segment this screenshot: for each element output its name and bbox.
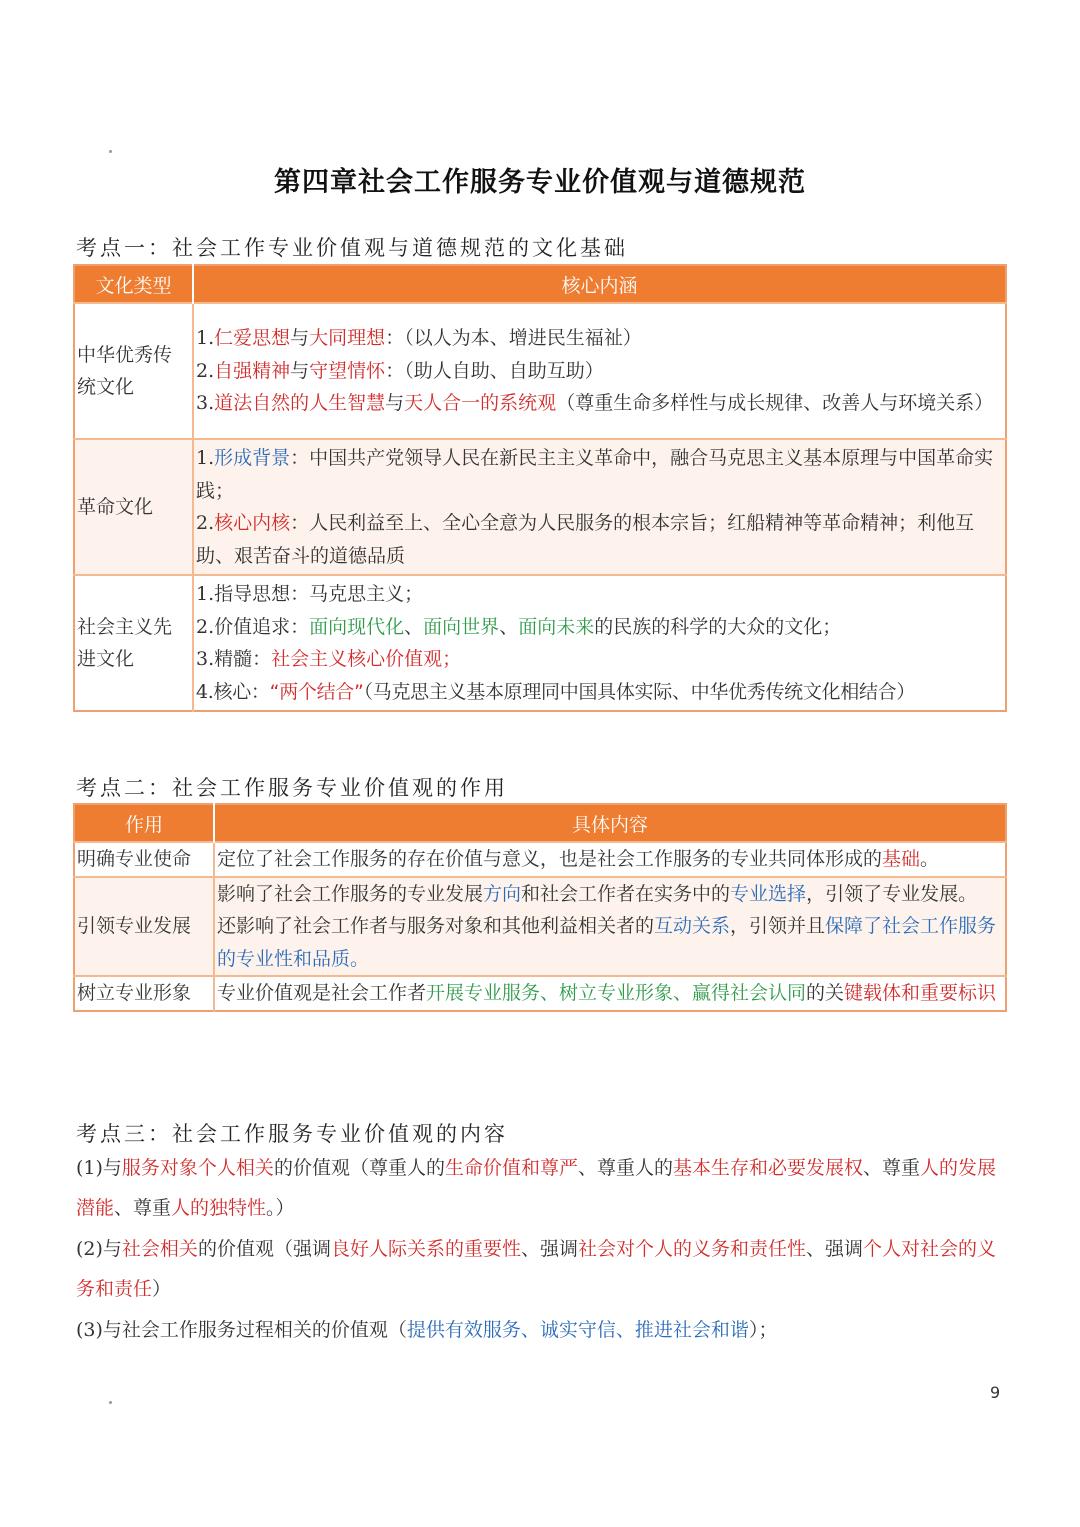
value-item-3: (3)与社会工作服务过程相关的价值观（提供有效服务、诚实守信、推进社会和谐）； [76,1319,778,1341]
culture-type: 中华优秀传统文化 [74,303,193,439]
table-row [74,976,1006,1011]
role-name: 引领专业发展 [74,877,214,977]
culture-table [73,264,1007,712]
table-row [74,575,1006,711]
page-title: 第四章社会工作服务专业价值观与道德规范 [274,167,806,198]
table-row [74,877,1006,977]
scan-dot [109,150,112,153]
culture-type: 革命文化 [74,439,193,575]
scan-dot [109,1401,112,1404]
role-content: 影响了社会工作服务的专业发展方向和社会工作者在实务中的专业选择，引领了专业发展。 还影响了社会工作者与服务对象和其他利益相关者的互动关系，引领并且保障了社会工作服务的专业性和品质。 [214,877,1006,977]
section3-heading: 考点三：社会工作服务专业价值观的内容 [76,1122,508,1146]
column-header: 作用 [74,804,214,842]
table-header-row [74,804,1006,842]
table-row [74,303,1006,439]
page-number: 9 [990,1383,1001,1402]
column-header: 核心内涵 [193,265,1006,303]
table-row [74,842,1006,877]
column-header: 具体内容 [214,804,1006,842]
column-header: 文化类型 [74,265,193,303]
role-table [73,803,1007,1012]
role-content: 专业价值观是社会工作者开展专业服务、树立专业形象、赢得社会认同的关键载体和重要标识 [214,976,1006,1011]
role-name: 明确专业使命 [74,842,214,877]
section2-heading: 考点二：社会工作服务专业价值观的作用 [76,776,508,800]
table-header-row [74,265,1006,303]
role-content: 定位了社会工作服务的存在价值与意义，也是社会工作服务的专业共同体形成的基础。 [214,842,1006,877]
culture-content: 1.指导思想：马克思主义； 2.价值追求：面向现代化、面向世界、面向未来的民族的科学的大众的文化； 3.精髓：社会主义核心价值观； 4.核心：“两个结合”（马克思主义基本原理同中国具体实际、中华优秀传统文化相结合） [193,575,1006,711]
role-name: 树立专业形象 [74,976,214,1011]
culture-content: 1.形成背景：中国共产党领导人民在新民主主义革命中，融合马克思主义基本原理与中国革命实践； 2.核心内核：人民利益至上、全心全意为人民服务的根本宗旨；红船精神等革命精神；利他互助、艰苦奋斗的道德品质 [193,439,1006,575]
value-item-1: (1)与服务对象个人相关的价值观（尊重人的生命价值和尊严、尊重人的基本生存和必要发展权、尊重人的发展潜能、尊重人的独特性。） [76,1157,997,1219]
table-row [74,439,1006,575]
culture-type: 社会主义先进文化 [74,575,193,711]
value-item-2: (2)与社会相关的价值观（强调良好人际关系的重要性、强调社会对个人的义务和责任性、强调个人对社会的义务和责任） [76,1238,997,1300]
section1-heading: 考点一：社会工作专业价值观与道德规范的文化基础 [76,236,628,260]
culture-content: 1.仁爱思想与大同理想：（以人为本、增进民生福祉） 2.自强精神与守望情怀：（助人自助、自助互助） 3.道法自然的人生智慧与天人合一的系统观（尊重生命多样性与成长规律、改善人与环境关系） [193,303,1006,439]
